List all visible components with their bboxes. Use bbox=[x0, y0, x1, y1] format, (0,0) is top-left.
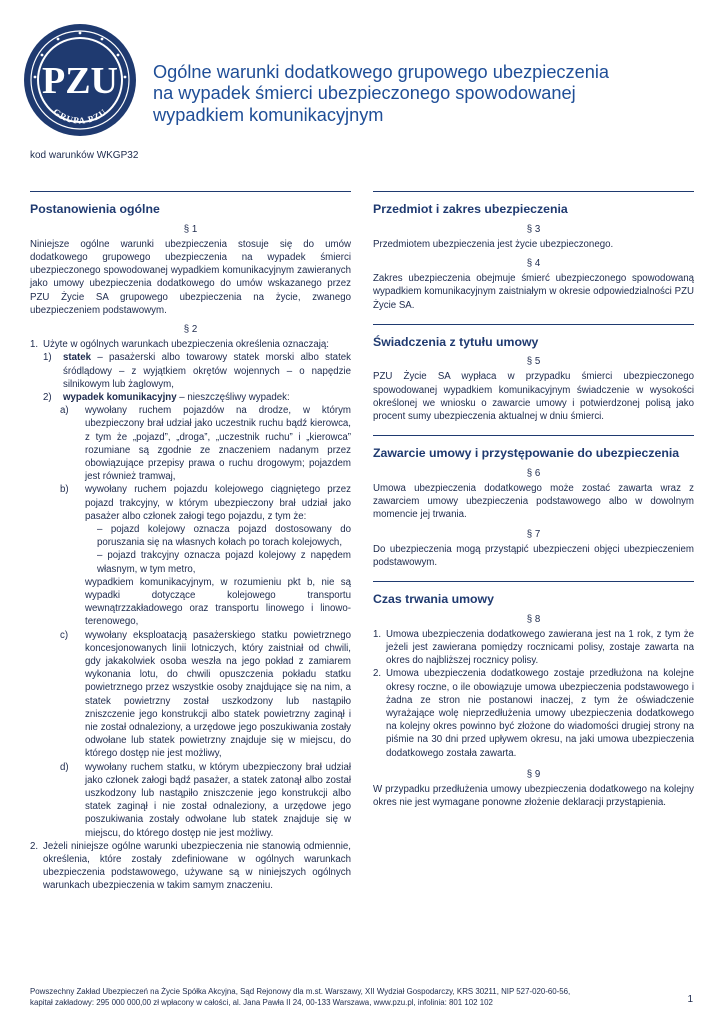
defined-term: statek bbox=[63, 352, 92, 364]
list-item: c) wywołany eksploatacją pasażerskiego statku powietrznego koncesjonowanych linii lotniczych, który zaistniał od chwili, gdy jakakolwiek osoba weszła na jego pokład z zamiarem wykonania lotu, do chwili opuszczenia pokładu statku powietrznego przez wszystkie osoby znajdujące się na nim, a statek powietrzny został uszkodzony lub nastąpiło zniszczenie jego konstrukcji albo statek powietrzny zaginął i nie został odnaleziony, a urzędowe jego poszukiwania zostały odwołane lub statek powietrzny znajduje się w miejscu, do którego dostęp nie jest możliwy, bbox=[60, 629, 351, 760]
paragraph-text: Przedmiotem ubezpieczenia jest życie ubezpieczonego. bbox=[373, 238, 614, 250]
defined-term: wypadek komunikacyjny bbox=[63, 391, 177, 403]
list-item: 1. Umowa ubezpieczenia dodatkowego zawierana jest na 1 rok, z tym że jeżeli jest zawierana pomiędzy rocznicami polisy, zostaje zawarta na okres do najbliższej rocznicy polisy. bbox=[373, 628, 694, 667]
footer bbox=[30, 986, 650, 1008]
paragraph-number: § 1 bbox=[183, 223, 198, 235]
paragraph-text: Do ubezpieczenia mogą przystąpić ubezpieczeni objęci ubezpieczeniem podstawowym. bbox=[373, 543, 694, 568]
left-column bbox=[30, 191, 351, 893]
paragraph-text: Umowa ubezpieczenia dodatkowego może zostać zawarta wraz z zawarciem umowy ubezpieczenia podstawowego albo w dowolnym momencie jej trwania. bbox=[373, 482, 694, 521]
conditions-code: kod warunków WKGP32 bbox=[30, 150, 139, 161]
paragraph-number: § 4 bbox=[526, 257, 541, 269]
title-line: Ogólne warunki dodatkowego grupowego ubezpieczenia bbox=[153, 62, 610, 82]
paragraph-number: § 9 bbox=[526, 768, 541, 780]
list-item: 2. Jeżeli niniejsze ogólne warunki ubezpieczenia nie stanowią odmiennie, określenia, które zostały zdefiniowane w ogólnych warunkach ubezpieczenia podstawowego, używane są w niniejszych ogólnych warunkach ubezpieczenia w takim samym znaczeniu. bbox=[30, 840, 351, 892]
section-heading: Przedmiot i zakres ubezpieczenia bbox=[373, 202, 568, 216]
title-line: wypadkiem komunikacyjnym bbox=[153, 104, 384, 125]
footer-line: kapitał zakładowy: 295 000 000,00 zł wpłacony w całości, al. Jana Pawła II 24, 00-133 Warszawa, www.pzu.pl, infolinia: 801 102 102 bbox=[30, 998, 493, 1007]
right-column bbox=[373, 191, 694, 816]
section-heading: Czas trwania umowy bbox=[373, 592, 494, 607]
list-item: a) wywołany ruchem pojazdów na drodze, w którym ubezpieczony brał udział jako uczestnik ruchu bądź kierowca, z tym że „pojazd”, „droga”, „uczestnik ruchu” i „kierowca” rozumiane są zgodnie ze znaczeniem nadanym przez obowiązujące przepisy prawa o ruchu drogowym; pojazdem jest również tramwaj, bbox=[60, 405, 351, 483]
paragraph-number: § 7 bbox=[526, 528, 541, 540]
paragraph-text: W przypadku przedłużenia umowy ubezpieczenia dodatkowego na kolejny okres nie jest wymagane ponowne złożenie deklaracji przystąpienia. bbox=[373, 784, 694, 809]
list-item: – pojazd kolejowy oznacza pojazd dostosowany do poruszania się na własnych kołach po torach kolejowych, bbox=[97, 523, 351, 549]
paragraph-text: PZU Życie SA wypłaca w przypadku śmierci ubezpieczonego spowodowanej wypadkiem komunikacyjnym świadczenie w wysokości określonej we wniosku o zawarcie umowy i potwierdzonej polisą jako procent sumy ubezpieczenia aktualnej w dniu śmierci. bbox=[373, 371, 694, 423]
paragraph-text: wypadkiem komunikacyjnym, w rozumieniu pkt b, nie są wypadki dotyczące kolejowego transportu wewnątrzzakładowego oraz transportu linowego i linowo-terenowego, bbox=[85, 576, 351, 628]
paragraph-number: § 5 bbox=[526, 356, 541, 368]
logo-letters: PZU bbox=[42, 60, 118, 102]
section-divider bbox=[373, 435, 694, 436]
list-item: b) wywołany ruchem pojazdu kolejowego ciągniętego przez pojazd trakcyjny, w którym ubezpieczony brał udział jako pasażer albo członek załogi tego pojazdu, z tym że: bbox=[60, 484, 351, 522]
list-item: 2. Umowa ubezpieczenia dodatkowego zostaje przedłużona na kolejne okresy roczne, o ile obowiązuje umowa ubezpieczenia podstawowego i żadna ze stron nie postanowi inaczej, z tym że oświadczenie wyrażające wolę nieprzedłużenia umowy ubezpieczenia dodatkowego na kolejny okres powinno być złożone do wiadomości drugiej strony na piśmie na 30 dni przed upływem okresu, na jaki umowa ubezpieczenia dodatkowego została zawarta. bbox=[373, 668, 694, 759]
section-heading: Postanowienia ogólne bbox=[30, 202, 160, 216]
title-line: na wypadek śmierci ubezpieczonego spowodowanej bbox=[153, 83, 576, 104]
section-divider bbox=[373, 191, 694, 192]
paragraph-number: § 8 bbox=[526, 613, 541, 625]
section-divider bbox=[30, 191, 351, 192]
paragraph-number: § 3 bbox=[526, 223, 541, 235]
list-item: 1) statek – pasażerski albo towarowy statek morski albo statek śródlądowy – z wyjątkiem okrętów wojennych – o napędzie silnikowym lub żaglowym, bbox=[43, 352, 351, 390]
list-item: 1. Użyte w ogólnych warunkach ubezpieczenia określenia oznaczają: bbox=[30, 339, 329, 351]
paragraph-text: Niniejsze ogólne warunki ubezpieczenia stosuje się do umów dodatkowego grupowego ubezpieczenia na wypadek śmierci ubezpieczonego spowodowanej wypadkiem komunikacyjnym zawieranych jako umowy ubezpieczenia dodatkowego do umów wskazanego przez PZU Życie SA grupowego ubezpieczenia na życie, zwanego ubezpieczeniem podstawowym. bbox=[30, 238, 351, 316]
footer-line: Powszechny Zakład Ubezpieczeń na Życie Spółka Akcyjna, Sąd Rejonowy dla m.st. Warszawy, XII Wydział Gospodarczy, KRS 30211, NIP 527-020-60-56, bbox=[30, 987, 571, 996]
paragraph-number: § 2 bbox=[183, 323, 198, 335]
paragraph-number: § 6 bbox=[526, 467, 541, 479]
section-heading: Zawarcie umowy i przystępowanie do ubezpieczenia bbox=[373, 446, 680, 461]
pzu-logo bbox=[22, 22, 138, 138]
document-title bbox=[153, 62, 693, 126]
list-item: 2) wypadek komunikacyjny – nieszczęśliwy wypadek: bbox=[43, 391, 290, 403]
logo-ring-text: GRUPA PZU bbox=[51, 106, 109, 126]
list-item: – pojazd trakcyjny oznacza pojazd kolejowy z napędem własnym, w tym metro, bbox=[97, 550, 351, 575]
section-divider bbox=[373, 581, 694, 582]
page-number: 1 bbox=[687, 994, 693, 1005]
section-divider bbox=[373, 324, 694, 325]
section-heading: Świadczenia z tytułu umowy bbox=[373, 334, 539, 349]
paragraph-text: Zakres ubezpieczenia obejmuje śmierć ubezpieczonego spowodowaną wypadkiem komunikacyjnym zaistniałym w okresie odpowiedzialności PZU Życie SA. bbox=[373, 273, 694, 311]
list-item: d) wywołany ruchem statku, w którym ubezpieczony brał udział jako członek załogi bądź pasażer, a statek zatonął albo został uszkodzony lub nastąpiło zniszczenie jego konstrukcji albo statek zaginął i nie został odnaleziony, a urzędowe jego poszukiwania zostały odwołane lub statek znajduje się w miejscu, do którego dostęp nie jest możliwy. bbox=[60, 761, 351, 839]
